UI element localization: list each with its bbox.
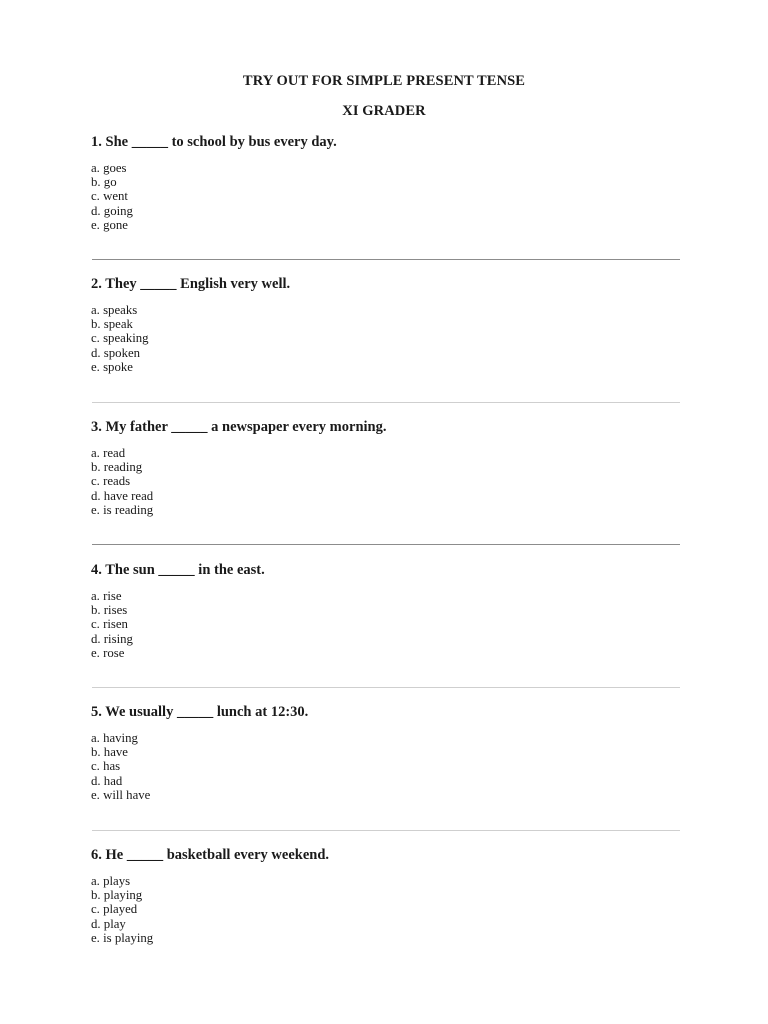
document-title: TRY OUT FOR SIMPLE PRESENT TENSE xyxy=(242,73,526,89)
option-c: c. speaking xyxy=(91,331,149,346)
question-6 xyxy=(91,846,681,945)
option-c: c. played xyxy=(91,902,138,917)
option-a: a. plays xyxy=(91,874,131,888)
question-text: 1. She _____ to school by bus every day. xyxy=(91,134,337,150)
option-a: a. speaks xyxy=(91,303,138,317)
divider xyxy=(92,402,680,403)
option-b: b. go xyxy=(91,175,117,190)
option-list xyxy=(91,589,681,660)
option-b: b. speak xyxy=(91,317,133,332)
option-e: e. spoke xyxy=(91,359,133,374)
option-e: e. is playing xyxy=(91,930,154,945)
question-text: 4. The sun _____ in the east. xyxy=(91,562,265,578)
option-a: a. goes xyxy=(91,161,127,175)
option-b: b. rises xyxy=(91,603,128,618)
option-d: d. have read xyxy=(91,488,154,503)
option-d: d. had xyxy=(91,773,123,788)
question-text: 6. He _____ basketball every weekend. xyxy=(91,847,330,863)
option-d: d. spoken xyxy=(91,345,141,360)
option-b: b. reading xyxy=(91,460,143,475)
divider xyxy=(92,259,680,260)
option-b: b. playing xyxy=(91,888,143,903)
option-d: d. rising xyxy=(91,631,133,646)
option-a: a. rise xyxy=(91,589,122,603)
option-c: c. went xyxy=(91,189,128,204)
option-d: d. going xyxy=(91,203,133,218)
option-list xyxy=(91,303,681,374)
question-5 xyxy=(91,703,681,802)
option-list xyxy=(91,161,681,232)
option-c: c. risen xyxy=(91,617,128,632)
question-text: 5. We usually _____ lunch at 12:30. xyxy=(91,704,309,720)
option-c: c. has xyxy=(91,759,121,774)
option-a: a. having xyxy=(91,731,138,745)
option-e: e. rose xyxy=(91,645,125,660)
document-subtitle: XI GRADER xyxy=(342,103,426,119)
option-list xyxy=(91,731,681,802)
option-e: e. will have xyxy=(91,787,151,802)
question-1 xyxy=(91,133,681,232)
option-e: e. gone xyxy=(91,217,128,232)
option-c: c. reads xyxy=(91,474,131,489)
question-4 xyxy=(91,561,681,660)
option-e: e. is reading xyxy=(91,502,154,517)
option-a: a. read xyxy=(91,446,126,460)
option-d: d. play xyxy=(91,916,126,931)
option-b: b. have xyxy=(91,745,128,760)
question-2 xyxy=(91,275,681,374)
divider xyxy=(92,544,680,545)
question-3 xyxy=(91,418,681,517)
question-text: 2. They _____ English very well. xyxy=(91,276,291,292)
option-list xyxy=(91,874,681,945)
question-text: 3. My father _____ a newspaper every morning. xyxy=(91,419,387,435)
divider xyxy=(92,687,680,688)
option-list xyxy=(91,446,681,517)
divider xyxy=(92,830,680,831)
